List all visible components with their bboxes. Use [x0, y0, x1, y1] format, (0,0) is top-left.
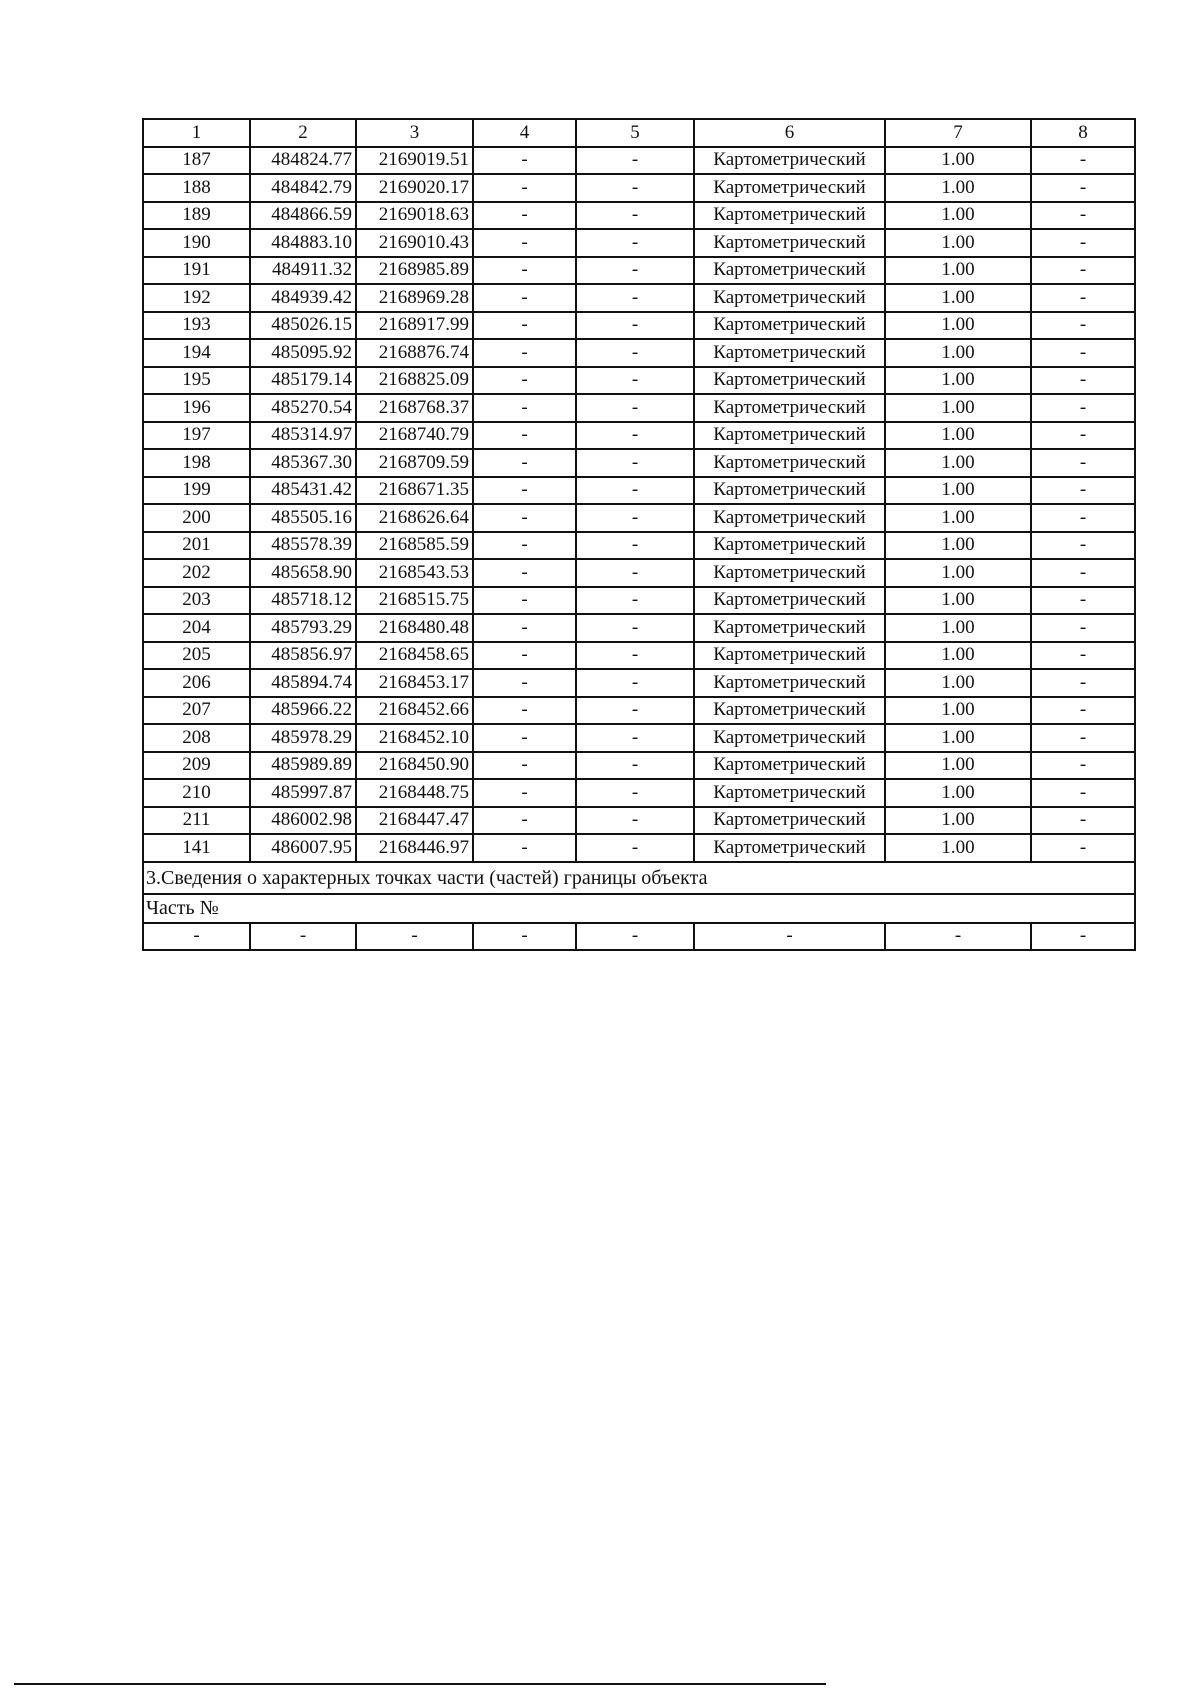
- col4-cell: -: [473, 642, 576, 670]
- column-header: 3: [356, 119, 473, 147]
- col4-cell: -: [473, 504, 576, 532]
- table-body: [143, 119, 1135, 950]
- col8-cell: -: [1031, 147, 1135, 175]
- col4-cell: -: [473, 174, 576, 202]
- point-number-cell: 189: [143, 202, 250, 230]
- point-number-cell: 193: [143, 312, 250, 340]
- part-label-row: [143, 894, 1135, 923]
- table-row: [143, 752, 1135, 780]
- method-cell: Картометрический: [694, 174, 885, 202]
- x-coordinate-cell: 485367.30: [250, 449, 356, 477]
- method-cell: Картометрический: [694, 642, 885, 670]
- col8-cell: -: [1031, 477, 1135, 505]
- col8-cell: -: [1031, 559, 1135, 587]
- y-coordinate-cell: 2169019.51: [356, 147, 473, 175]
- accuracy-cell: 1.00: [885, 394, 1031, 422]
- method-cell: Картометрический: [694, 257, 885, 285]
- y-coordinate-cell: 2168876.74: [356, 339, 473, 367]
- x-coordinate-cell: 485856.97: [250, 642, 356, 670]
- col8-cell: -: [1031, 779, 1135, 807]
- method-cell: Картометрический: [694, 724, 885, 752]
- table-row: [143, 367, 1135, 395]
- col8-cell: -: [1031, 174, 1135, 202]
- col5-cell: -: [576, 284, 694, 312]
- col5-cell: -: [576, 504, 694, 532]
- col5-cell: -: [576, 312, 694, 340]
- method-cell: Картометрический: [694, 449, 885, 477]
- accuracy-cell: 1.00: [885, 807, 1031, 835]
- accuracy-cell: 1.00: [885, 697, 1031, 725]
- point-number-cell: 201: [143, 532, 250, 560]
- col4-cell: -: [473, 669, 576, 697]
- x-coordinate-cell: 485658.90: [250, 559, 356, 587]
- col4-cell: -: [473, 284, 576, 312]
- col4-cell: -: [473, 257, 576, 285]
- accuracy-cell: 1.00: [885, 202, 1031, 230]
- part-table-cell: -: [885, 923, 1031, 951]
- col5-cell: -: [576, 697, 694, 725]
- x-coordinate-cell: 485894.74: [250, 669, 356, 697]
- y-coordinate-cell: 2168450.90: [356, 752, 473, 780]
- y-coordinate-cell: 2168917.99: [356, 312, 473, 340]
- method-cell: Картометрический: [694, 312, 885, 340]
- point-number-cell: 191: [143, 257, 250, 285]
- method-cell: Картометрический: [694, 422, 885, 450]
- method-cell: Картометрический: [694, 834, 885, 862]
- method-cell: Картометрический: [694, 697, 885, 725]
- col4-cell: -: [473, 367, 576, 395]
- col5-cell: -: [576, 559, 694, 587]
- point-number-cell: 207: [143, 697, 250, 725]
- page-bottom-rule: [14, 1683, 826, 1685]
- method-cell: Картометрический: [694, 752, 885, 780]
- col8-cell: -: [1031, 339, 1135, 367]
- table-row: [143, 312, 1135, 340]
- accuracy-cell: 1.00: [885, 147, 1031, 175]
- column-header: 8: [1031, 119, 1135, 147]
- column-header: 7: [885, 119, 1031, 147]
- col8-cell: -: [1031, 312, 1135, 340]
- x-coordinate-cell: 484911.32: [250, 257, 356, 285]
- col4-cell: -: [473, 394, 576, 422]
- x-coordinate-cell: 485978.29: [250, 724, 356, 752]
- point-number-cell: 199: [143, 477, 250, 505]
- col4-cell: -: [473, 587, 576, 615]
- y-coordinate-cell: 2168740.79: [356, 422, 473, 450]
- point-number-cell: 192: [143, 284, 250, 312]
- col4-cell: -: [473, 339, 576, 367]
- part-table-row: [143, 923, 1135, 951]
- col8-cell: -: [1031, 587, 1135, 615]
- table-row: [143, 147, 1135, 175]
- col4-cell: -: [473, 834, 576, 862]
- accuracy-cell: 1.00: [885, 229, 1031, 257]
- table-row: [143, 779, 1135, 807]
- method-cell: Картометрический: [694, 477, 885, 505]
- y-coordinate-cell: 2168969.28: [356, 284, 473, 312]
- point-number-cell: 209: [143, 752, 250, 780]
- x-coordinate-cell: 485997.87: [250, 779, 356, 807]
- point-number-cell: 200: [143, 504, 250, 532]
- accuracy-cell: 1.00: [885, 559, 1031, 587]
- col4-cell: -: [473, 422, 576, 450]
- method-cell: Картометрический: [694, 807, 885, 835]
- method-cell: Картометрический: [694, 504, 885, 532]
- method-cell: Картометрический: [694, 532, 885, 560]
- table-row: [143, 669, 1135, 697]
- accuracy-cell: 1.00: [885, 614, 1031, 642]
- point-number-cell: 206: [143, 669, 250, 697]
- col8-cell: -: [1031, 752, 1135, 780]
- table-row: [143, 834, 1135, 862]
- x-coordinate-cell: 485270.54: [250, 394, 356, 422]
- col4-cell: -: [473, 614, 576, 642]
- table-row: [143, 504, 1135, 532]
- col5-cell: -: [576, 587, 694, 615]
- x-coordinate-cell: 485966.22: [250, 697, 356, 725]
- col8-cell: -: [1031, 284, 1135, 312]
- col4-cell: -: [473, 724, 576, 752]
- point-number-cell: 197: [143, 422, 250, 450]
- col5-cell: -: [576, 752, 694, 780]
- table-row: [143, 807, 1135, 835]
- point-number-cell: 202: [143, 559, 250, 587]
- col5-cell: -: [576, 422, 694, 450]
- part-table-cell: -: [694, 923, 885, 951]
- table-row: [143, 257, 1135, 285]
- column-header: 4: [473, 119, 576, 147]
- column-header: 1: [143, 119, 250, 147]
- accuracy-cell: 1.00: [885, 532, 1031, 560]
- accuracy-cell: 1.00: [885, 752, 1031, 780]
- col8-cell: -: [1031, 422, 1135, 450]
- accuracy-cell: 1.00: [885, 477, 1031, 505]
- x-coordinate-cell: 485793.29: [250, 614, 356, 642]
- x-coordinate-cell: 486007.95: [250, 834, 356, 862]
- table-row: [143, 532, 1135, 560]
- part-table-cell: -: [576, 923, 694, 951]
- part-table-cell: -: [250, 923, 356, 951]
- table-row: [143, 642, 1135, 670]
- y-coordinate-cell: 2168480.48: [356, 614, 473, 642]
- col4-cell: -: [473, 202, 576, 230]
- table-row: [143, 587, 1135, 615]
- col4-cell: -: [473, 449, 576, 477]
- table-row: [143, 724, 1135, 752]
- point-number-cell: 195: [143, 367, 250, 395]
- x-coordinate-cell: 484866.59: [250, 202, 356, 230]
- col5-cell: -: [576, 394, 694, 422]
- point-number-cell: 204: [143, 614, 250, 642]
- y-coordinate-cell: 2168453.17: [356, 669, 473, 697]
- col5-cell: -: [576, 202, 694, 230]
- col5-cell: -: [576, 257, 694, 285]
- col5-cell: -: [576, 147, 694, 175]
- point-number-cell: 194: [143, 339, 250, 367]
- y-coordinate-cell: 2168626.64: [356, 504, 473, 532]
- x-coordinate-cell: 484939.42: [250, 284, 356, 312]
- accuracy-cell: 1.00: [885, 174, 1031, 202]
- x-coordinate-cell: 486002.98: [250, 807, 356, 835]
- col8-cell: -: [1031, 724, 1135, 752]
- col5-cell: -: [576, 229, 694, 257]
- col4-cell: -: [473, 532, 576, 560]
- accuracy-cell: 1.00: [885, 257, 1031, 285]
- y-coordinate-cell: 2168671.35: [356, 477, 473, 505]
- accuracy-cell: 1.00: [885, 312, 1031, 340]
- table-row: [143, 614, 1135, 642]
- point-number-cell: 198: [143, 449, 250, 477]
- y-coordinate-cell: 2168458.65: [356, 642, 473, 670]
- table-header-row: [143, 119, 1135, 147]
- part-table-cell: -: [356, 923, 473, 951]
- col8-cell: -: [1031, 504, 1135, 532]
- accuracy-cell: 1.00: [885, 724, 1031, 752]
- accuracy-cell: 1.00: [885, 449, 1031, 477]
- method-cell: Картометрический: [694, 284, 885, 312]
- col4-cell: -: [473, 697, 576, 725]
- y-coordinate-cell: 2168452.10: [356, 724, 473, 752]
- y-coordinate-cell: 2169018.63: [356, 202, 473, 230]
- table-row: [143, 422, 1135, 450]
- x-coordinate-cell: 484824.77: [250, 147, 356, 175]
- col4-cell: -: [473, 807, 576, 835]
- y-coordinate-cell: 2168515.75: [356, 587, 473, 615]
- table-row: [143, 477, 1135, 505]
- y-coordinate-cell: 2168768.37: [356, 394, 473, 422]
- y-coordinate-cell: 2168448.75: [356, 779, 473, 807]
- x-coordinate-cell: 485505.16: [250, 504, 356, 532]
- y-coordinate-cell: 2168709.59: [356, 449, 473, 477]
- col5-cell: -: [576, 449, 694, 477]
- x-coordinate-cell: 485718.12: [250, 587, 356, 615]
- accuracy-cell: 1.00: [885, 339, 1031, 367]
- table-row: [143, 284, 1135, 312]
- col4-cell: -: [473, 779, 576, 807]
- accuracy-cell: 1.00: [885, 669, 1031, 697]
- col4-cell: -: [473, 229, 576, 257]
- table-row: [143, 697, 1135, 725]
- point-number-cell: 211: [143, 807, 250, 835]
- col8-cell: -: [1031, 394, 1135, 422]
- method-cell: Картометрический: [694, 339, 885, 367]
- col5-cell: -: [576, 532, 694, 560]
- x-coordinate-cell: 485179.14: [250, 367, 356, 395]
- method-cell: Картометрический: [694, 587, 885, 615]
- table-row: [143, 449, 1135, 477]
- method-cell: Картометрический: [694, 559, 885, 587]
- x-coordinate-cell: 485578.39: [250, 532, 356, 560]
- col8-cell: -: [1031, 257, 1135, 285]
- col8-cell: -: [1031, 807, 1135, 835]
- table-row: [143, 559, 1135, 587]
- table-row: [143, 339, 1135, 367]
- point-number-cell: 205: [143, 642, 250, 670]
- y-coordinate-cell: 2168825.09: [356, 367, 473, 395]
- characteristic-points-table: [142, 118, 1136, 951]
- column-header: 6: [694, 119, 885, 147]
- point-number-cell: 187: [143, 147, 250, 175]
- y-coordinate-cell: 2168585.59: [356, 532, 473, 560]
- col8-cell: -: [1031, 202, 1135, 230]
- col5-cell: -: [576, 477, 694, 505]
- point-number-cell: 141: [143, 834, 250, 862]
- method-cell: Картометрический: [694, 202, 885, 230]
- col5-cell: -: [576, 807, 694, 835]
- col8-cell: -: [1031, 449, 1135, 477]
- x-coordinate-cell: 484842.79: [250, 174, 356, 202]
- accuracy-cell: 1.00: [885, 834, 1031, 862]
- table-row: [143, 202, 1135, 230]
- x-coordinate-cell: 484883.10: [250, 229, 356, 257]
- col4-cell: -: [473, 477, 576, 505]
- col5-cell: -: [576, 669, 694, 697]
- method-cell: Картометрический: [694, 147, 885, 175]
- accuracy-cell: 1.00: [885, 779, 1031, 807]
- table-row: [143, 174, 1135, 202]
- method-cell: Картометрический: [694, 229, 885, 257]
- y-coordinate-cell: 2168446.97: [356, 834, 473, 862]
- y-coordinate-cell: 2168985.89: [356, 257, 473, 285]
- accuracy-cell: 1.00: [885, 284, 1031, 312]
- point-number-cell: 190: [143, 229, 250, 257]
- col8-cell: -: [1031, 669, 1135, 697]
- column-header: 2: [250, 119, 356, 147]
- x-coordinate-cell: 485314.97: [250, 422, 356, 450]
- col8-cell: -: [1031, 642, 1135, 670]
- col5-cell: -: [576, 642, 694, 670]
- point-number-cell: 203: [143, 587, 250, 615]
- part-table-cell: -: [473, 923, 576, 951]
- col4-cell: -: [473, 559, 576, 587]
- accuracy-cell: 1.00: [885, 642, 1031, 670]
- accuracy-cell: 1.00: [885, 587, 1031, 615]
- table-row: [143, 229, 1135, 257]
- point-number-cell: 196: [143, 394, 250, 422]
- x-coordinate-cell: 485095.92: [250, 339, 356, 367]
- accuracy-cell: 1.00: [885, 422, 1031, 450]
- section-title-row: [143, 862, 1135, 894]
- point-number-cell: 208: [143, 724, 250, 752]
- col5-cell: -: [576, 174, 694, 202]
- y-coordinate-cell: 2169020.17: [356, 174, 473, 202]
- col8-cell: -: [1031, 367, 1135, 395]
- point-number-cell: 188: [143, 174, 250, 202]
- point-number-cell: 210: [143, 779, 250, 807]
- col8-cell: -: [1031, 229, 1135, 257]
- col5-cell: -: [576, 367, 694, 395]
- x-coordinate-cell: 485989.89: [250, 752, 356, 780]
- col5-cell: -: [576, 779, 694, 807]
- accuracy-cell: 1.00: [885, 504, 1031, 532]
- part-table-cell: -: [1031, 923, 1135, 951]
- col8-cell: -: [1031, 532, 1135, 560]
- col4-cell: -: [473, 312, 576, 340]
- col5-cell: -: [576, 834, 694, 862]
- col4-cell: -: [473, 752, 576, 780]
- col8-cell: -: [1031, 697, 1135, 725]
- col5-cell: -: [576, 339, 694, 367]
- column-header: 5: [576, 119, 694, 147]
- part-table-cell: -: [143, 923, 250, 951]
- x-coordinate-cell: 485026.15: [250, 312, 356, 340]
- method-cell: Картометрический: [694, 614, 885, 642]
- col5-cell: -: [576, 724, 694, 752]
- table-row: [143, 394, 1135, 422]
- method-cell: Картометрический: [694, 367, 885, 395]
- method-cell: Картометрический: [694, 669, 885, 697]
- col8-cell: -: [1031, 834, 1135, 862]
- y-coordinate-cell: 2168447.47: [356, 807, 473, 835]
- accuracy-cell: 1.00: [885, 367, 1031, 395]
- col4-cell: -: [473, 147, 576, 175]
- method-cell: Картометрический: [694, 779, 885, 807]
- y-coordinate-cell: 2169010.43: [356, 229, 473, 257]
- y-coordinate-cell: 2168452.66: [356, 697, 473, 725]
- section-title: 3.Сведения о характерных точках части (частей) границы объекта: [143, 862, 1135, 894]
- method-cell: Картометрический: [694, 394, 885, 422]
- col5-cell: -: [576, 614, 694, 642]
- x-coordinate-cell: 485431.42: [250, 477, 356, 505]
- y-coordinate-cell: 2168543.53: [356, 559, 473, 587]
- col8-cell: -: [1031, 614, 1135, 642]
- part-number-label: Часть №: [143, 894, 1135, 923]
